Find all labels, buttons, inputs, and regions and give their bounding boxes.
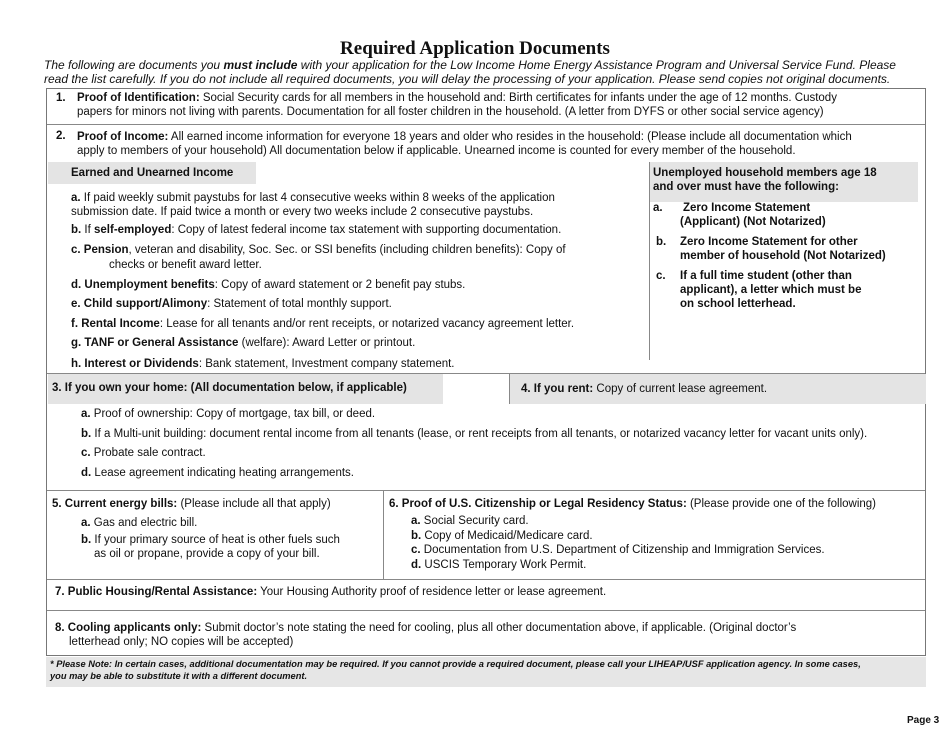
- item-text: Probate sale contract.: [90, 447, 206, 459]
- item-letter: b.: [81, 534, 92, 546]
- documents-table: [46, 88, 926, 656]
- section-2-line-1: [77, 130, 852, 144]
- item-letter: d.: [411, 559, 422, 571]
- cooling-line-2: letterhead only; NO copies will be accepted): [69, 636, 294, 648]
- citizenship-item-d: [411, 558, 586, 572]
- income-item-c-cont: checks or benefit award letter.: [109, 259, 262, 271]
- item-letter: d.: [81, 467, 92, 479]
- item-text: Lease agreement indicating heating arrangements.: [91, 467, 354, 479]
- income-item-d: [71, 278, 465, 292]
- intro-text-cont: with your application for the Low Income Home Energy Assistance Program and Universal Service Fund. Please: [297, 58, 896, 72]
- item-letter: a.: [71, 192, 81, 204]
- section-2-label: Proof of Income:: [77, 131, 169, 143]
- own-home-header: 3. If you own your home: (All documentation below, if applicable): [52, 382, 407, 394]
- item-letter: a.: [81, 408, 91, 420]
- item-text: Social Security card.: [420, 515, 529, 527]
- item-text: If your primary source of heat is other fuels such: [91, 534, 340, 546]
- item-letter: b.: [81, 428, 92, 440]
- rent-header: [521, 382, 767, 396]
- item-letter: c.: [81, 447, 91, 459]
- citizenship-text: (Please provide one of the following): [686, 498, 877, 510]
- section-2-line-2: apply to members of your household) All documentation below if applicable. Unearned income is counted for every member of the household.: [77, 145, 796, 157]
- income-item-a: [71, 191, 555, 205]
- section-2-number: 2.: [56, 130, 66, 142]
- unemployed-item-a-letter: a.: [653, 202, 663, 214]
- item-letter: a.: [411, 515, 421, 527]
- item-text: (welfare): Award Letter or printout.: [238, 337, 416, 349]
- unemployed-item-b-line-2: member of household (Not Notarized): [680, 250, 886, 262]
- public-housing-label: 7. Public Housing/Rental Assistance:: [55, 586, 258, 598]
- own-home-item-b: [81, 427, 867, 441]
- citizenship-item-a: [411, 514, 529, 528]
- unemployed-item-a-line-2: (Applicant) (Not Notarized): [680, 216, 826, 228]
- citizenship-label: 6. Proof of U.S. Citizenship or Legal Residency Status:: [389, 498, 687, 510]
- item-letter: h.: [71, 358, 82, 370]
- item-letter: f.: [71, 318, 79, 330]
- divider: [47, 124, 925, 125]
- cooling-line-1: [55, 621, 796, 635]
- earned-income-header: Earned and Unearned Income: [71, 167, 234, 179]
- energy-item-b: [81, 533, 340, 547]
- unemployed-item-c-line-3: on school letterhead.: [680, 298, 796, 310]
- item-text: Proof of ownership: Copy of mortgage, tax bill, or deed.: [90, 408, 376, 420]
- unemployed-item-b-line-1: Zero Income Statement for other: [680, 236, 858, 248]
- own-home-item-c: [81, 446, 206, 460]
- item-text: Documentation from U.S. Department of Citizenship and Immigration Services.: [420, 544, 825, 556]
- cooling-label: 8. Cooling applicants only:: [55, 622, 202, 634]
- item-label: TANF or General Assistance: [81, 337, 239, 349]
- item-text: : Bank statement, Investment company statement.: [198, 358, 455, 370]
- divider: [47, 610, 925, 611]
- rent-label: 4. If you rent:: [521, 383, 594, 395]
- item-text: If a Multi-unit building: document rental income from all tenants (lease, or rent receipts from all tenants, or notarized vacancy letter for vacant units only).: [91, 428, 868, 440]
- item-text-cont: : Copy of latest federal income tax statement with supporting documentation.: [171, 224, 562, 236]
- item-letter: e.: [71, 298, 81, 310]
- section-1-line-1: [77, 91, 837, 105]
- item-label: Rental Income: [78, 318, 160, 330]
- item-text: If: [81, 224, 95, 236]
- note-line-2: you may be able to substitute it with a different document.: [50, 671, 308, 681]
- citizenship-item-b: [411, 529, 593, 543]
- divider: [47, 490, 925, 491]
- please-note: [46, 657, 926, 687]
- item-text: , veteran and disability, Soc. Sec. or SSI benefits (including children benefits): Copy of: [128, 244, 566, 256]
- item-letter: b.: [71, 224, 82, 236]
- unemployed-item-b-letter: b.: [656, 236, 667, 248]
- item-label: Pension: [80, 244, 129, 256]
- intro-paragraph: [44, 58, 924, 86]
- section-1-line-2: papers for minors not living with parents. Documentation for all foster children in the household. (A letter from DYFS or other social service agency): [77, 106, 824, 118]
- item-text: : Lease for all tenants and/or rent receipts, or notarized vacancy agreement letter.: [159, 318, 575, 330]
- section-public-housing: [55, 585, 606, 599]
- note-line-1: * Please Note: In certain cases, additional documentation may be required. If you cannot provide a required document, please call your LIHEAP/USF application agency. In some cases,: [50, 659, 861, 669]
- item-label: Interest or Dividends: [81, 358, 199, 370]
- item-letter: b.: [411, 530, 422, 542]
- section-1-text: Social Security cards for all members in the household and: Birth certificates for infants under the age of 12 months. Custody: [199, 92, 837, 104]
- own-home-item-a: [81, 407, 375, 421]
- item-label: self-employed: [94, 224, 172, 236]
- page-title: Required Application Documents: [340, 38, 610, 59]
- item-letter: c.: [71, 244, 81, 256]
- own-home-item-d: [81, 466, 354, 480]
- income-item-f: [71, 317, 574, 331]
- rent-text: Copy of current lease agreement.: [593, 383, 768, 395]
- item-label: Unemployment benefits: [81, 279, 215, 291]
- intro-text: The following are documents you: [44, 58, 224, 72]
- unemployed-item-c-line-2: applicant), a letter which must be: [680, 284, 862, 296]
- intro-emphasis: must include: [223, 58, 298, 72]
- intro-line-2: read the list carefully. If you do not include all required documents, you will delay the processing of your application. Please send copies not original documents.: [44, 72, 891, 86]
- item-text: Gas and electric bill.: [90, 517, 198, 529]
- item-letter: d.: [71, 279, 82, 291]
- section-1-label: Proof of Identification:: [77, 92, 200, 104]
- citizenship-item-c: [411, 543, 825, 557]
- energy-item-b-cont: as oil or propane, provide a copy of your bill.: [94, 548, 320, 560]
- unemployed-item-c-letter: c.: [656, 270, 666, 282]
- item-text: : Copy of award statement or 2 benefit pay stubs.: [214, 279, 466, 291]
- unemployed-header-line-2: and over must have the following:: [653, 181, 839, 193]
- income-item-c: [71, 243, 566, 257]
- unemployed-header-line-1: Unemployed household members age 18: [653, 167, 877, 179]
- section-1-number: 1.: [56, 92, 66, 104]
- divider: [47, 579, 925, 580]
- energy-bills-label: 5. Current energy bills:: [52, 498, 178, 510]
- income-item-a-cont: submission date. If paid twice a month or every two weeks include 2 consecutive paystubs.: [71, 206, 534, 218]
- income-item-b: [71, 223, 561, 237]
- item-letter: c.: [411, 544, 421, 556]
- item-text: USCIS Temporary Work Permit.: [421, 559, 587, 571]
- energy-bills-header: [52, 497, 331, 511]
- citizenship-header: [389, 497, 876, 511]
- income-item-h: [71, 357, 455, 371]
- energy-item-a: [81, 516, 197, 530]
- unemployed-item-a-line-1: Zero Income Statement: [683, 202, 811, 214]
- item-text: If paid weekly submit paystubs for last 4 consecutive weeks within 8 weeks of the application: [80, 192, 555, 204]
- item-text: : Statement of total monthly support.: [207, 298, 392, 310]
- item-text: Copy of Medicaid/Medicare card.: [421, 530, 593, 542]
- item-label: Child support/Alimony: [80, 298, 208, 310]
- income-item-e: [71, 297, 392, 311]
- section-2-text: All earned income information for everyone 18 years and older who resides in the household: (Please include all documentation which: [168, 131, 852, 143]
- item-letter: g.: [71, 337, 82, 349]
- cooling-text: Submit doctor’s note stating the need for cooling, plus all other documentation above, if applicable. (Original doctor’s: [201, 622, 797, 634]
- energy-bills-text: (Please include all that apply): [177, 498, 331, 510]
- public-housing-text: Your Housing Authority proof of residence letter or lease agreement.: [257, 586, 607, 598]
- page-number: Page 3: [907, 715, 940, 726]
- unemployed-item-c-line-1: If a full time student (other than: [680, 270, 852, 282]
- column-divider: [383, 490, 384, 579]
- item-letter: a.: [81, 517, 91, 529]
- column-divider: [509, 374, 510, 404]
- income-item-g: [71, 336, 415, 350]
